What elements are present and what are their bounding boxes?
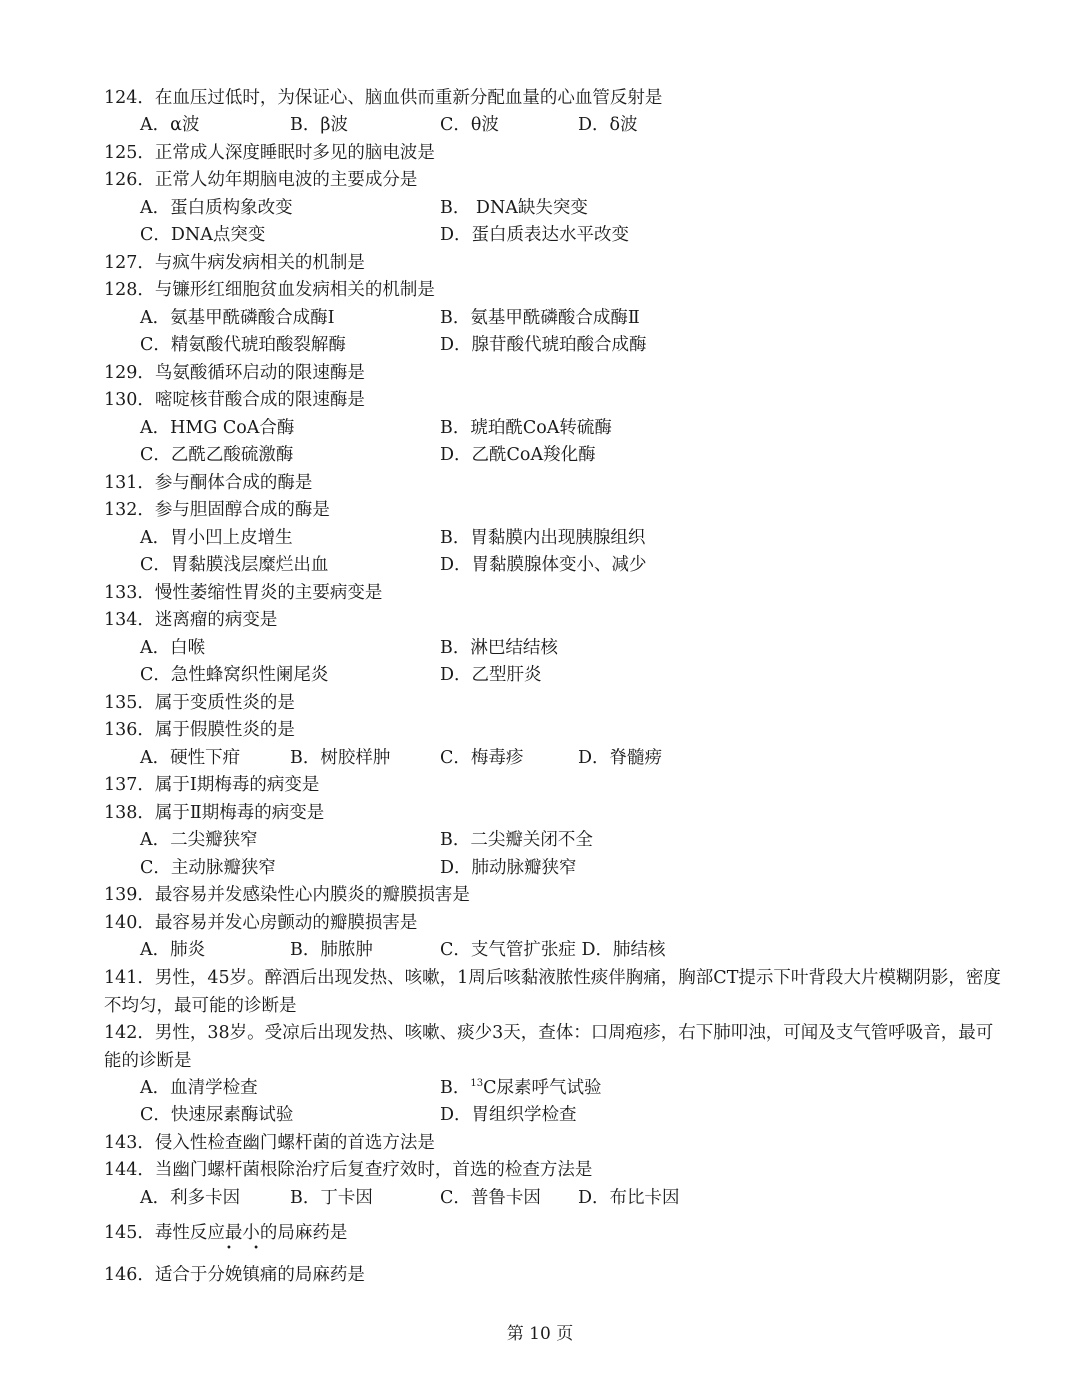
answer-option: D．蛋白质表达水平改变 [440,225,630,245]
answer-option: D．乙型肝炎 [440,665,542,685]
answer-option: D．脊髓痨 [578,748,663,768]
answer-option: C．主动脉瓣狭窄 [140,858,276,878]
emphasis-dots: • • [226,1243,268,1254]
answer-option: B．肺脓肿 [290,940,373,960]
question-stem: 145．毒性反应最小的局麻药是 [104,1223,348,1243]
question-stem: 136．属于假膜性炎的是 [104,720,295,740]
question-stem: 143．侵入性检查幽门螺杆菌的首选方法是 [104,1133,435,1153]
question-stem: 124．在血压过低时，为保证心、脑血供而重新分配血量的心血管反射是 [104,88,663,108]
page-number: 第 10 页 [506,1324,574,1344]
question-stem: 129．鸟氨酸循环启动的限速酶是 [104,363,365,383]
question-stem: 142．男性，38岁。受凉后出现发热、咳嗽、痰少3天，查体：口周疱疹，右下肺叩浊，可闻及支气管呼吸音，最可能的诊断是 [104,1023,994,1071]
answer-option: D．胃黏膜腺体变小、减少 [440,555,647,575]
answer-option: D．胃组织学检查 [440,1105,577,1125]
option-letter: B． [440,1078,471,1098]
answer-option: B．β波 [290,115,348,135]
question-stem: 141．男性，45岁。醉酒后出现发热、咳嗽，1周后咳黏液脓性痰伴胸痛，胸部CT提示下叶背段大片模糊阴影，密度不均匀，最可能的诊断是 [104,968,1001,1016]
answer-option: C．梅毒疹 [440,748,524,768]
answer-option: C．胃黏膜浅层糜烂出血 [140,555,329,575]
answer-option: B．胃黏膜内出现胰腺组织 [440,528,646,548]
question-stem: 127．与疯牛病发病相关的机制是 [104,253,365,273]
answer-option: C．普鲁卡因 [440,1188,541,1208]
question-stem: 130．嘧啶核苷酸合成的限速酶是 [104,390,365,410]
answer-option: A．蛋白质构象改变 [140,198,293,218]
question-stem: 144．当幽门螺杆菌根除治疗后复查疗效时，首选的检查方法是 [104,1160,593,1180]
answer-option: B．氨基甲酰磷酸合成酶Ⅱ [440,308,640,328]
answer-option: D．腺苷酸代琥珀酸合成酶 [440,335,647,355]
answer-option: C．DNA点突变 [140,225,266,245]
question-stem: 133．慢性萎缩性胃炎的主要病变是 [104,583,383,603]
question-stem: 125．正常成人深度睡眠时多见的脑电波是 [104,143,435,163]
question-stem: 139．最容易并发感染性心内膜炎的瓣膜损害是 [104,885,470,905]
answer-option: A．肺炎 [140,940,206,960]
answer-option: D．乙酰CoA羧化酶 [440,445,596,465]
question-stem: 138．属于Ⅱ期梅毒的病变是 [104,803,325,823]
option-text: C尿素呼气试验 [483,1078,602,1098]
question-stem: 134．迷离瘤的病变是 [104,610,278,630]
answer-option: A．HMG CoA合酶 [140,418,295,438]
answer-option: C．乙酰乙酸硫激酶 [140,445,294,465]
isotope-superscript: 13 [470,1078,484,1089]
answer-option: A．白喉 [140,638,206,658]
answer-option: B．淋巴结结核 [440,638,558,658]
answer-option: C．支气管扩张症 D．肺结核 [440,940,666,960]
answer-option: A．氨基甲酰磷酸合成酶Ⅰ [140,308,335,328]
answer-option: D．δ波 [578,115,638,135]
question-stem: 146．适合于分娩镇痛的局麻药是 [104,1265,365,1285]
answer-option: A．α波 [140,115,200,135]
answer-option [440,1075,602,1101]
answer-option: A．胃小凹上皮增生 [140,528,293,548]
answer-option: A．硬性下疳 [140,748,241,768]
question-stem: 140．最容易并发心房颤动的瓣膜损害是 [104,913,418,933]
answer-option: B．二尖瓣关闭不全 [440,830,593,850]
question-stem: 132．参与胆固醇合成的酶是 [104,500,330,520]
question-stem: 126．正常人幼年期脑电波的主要成分是 [104,170,418,190]
question-stem: 135．属于变质性炎的是 [104,693,295,713]
answer-option: D．布比卡因 [578,1188,680,1208]
answer-option: C．急性蜂窝织性阑尾炎 [140,665,329,685]
question-stem: 128．与镰形红细胞贫血发病相关的机制是 [104,280,435,300]
question-stem: 131．参与酮体合成的酶是 [104,473,313,493]
answer-option: C．θ波 [440,115,499,135]
answer-option: A．二尖瓣狭窄 [140,830,258,850]
answer-option: B．树胶样肿 [290,748,391,768]
answer-option: A．利多卡因 [140,1188,241,1208]
answer-option: B．琥珀酰CoA转硫酶 [440,418,612,438]
answer-option: C．精氨酸代琥珀酸裂解酶 [140,335,346,355]
answer-option: C．快速尿素酶试验 [140,1105,294,1125]
answer-option: B． DNA缺失突变 [440,198,588,218]
answer-option: A．血清学检查 [140,1078,258,1098]
question-stem: 137．属于Ⅰ期梅毒的病变是 [104,775,320,795]
answer-option: D．肺动脉瓣狭窄 [440,858,577,878]
answer-option: B．丁卡因 [290,1188,373,1208]
